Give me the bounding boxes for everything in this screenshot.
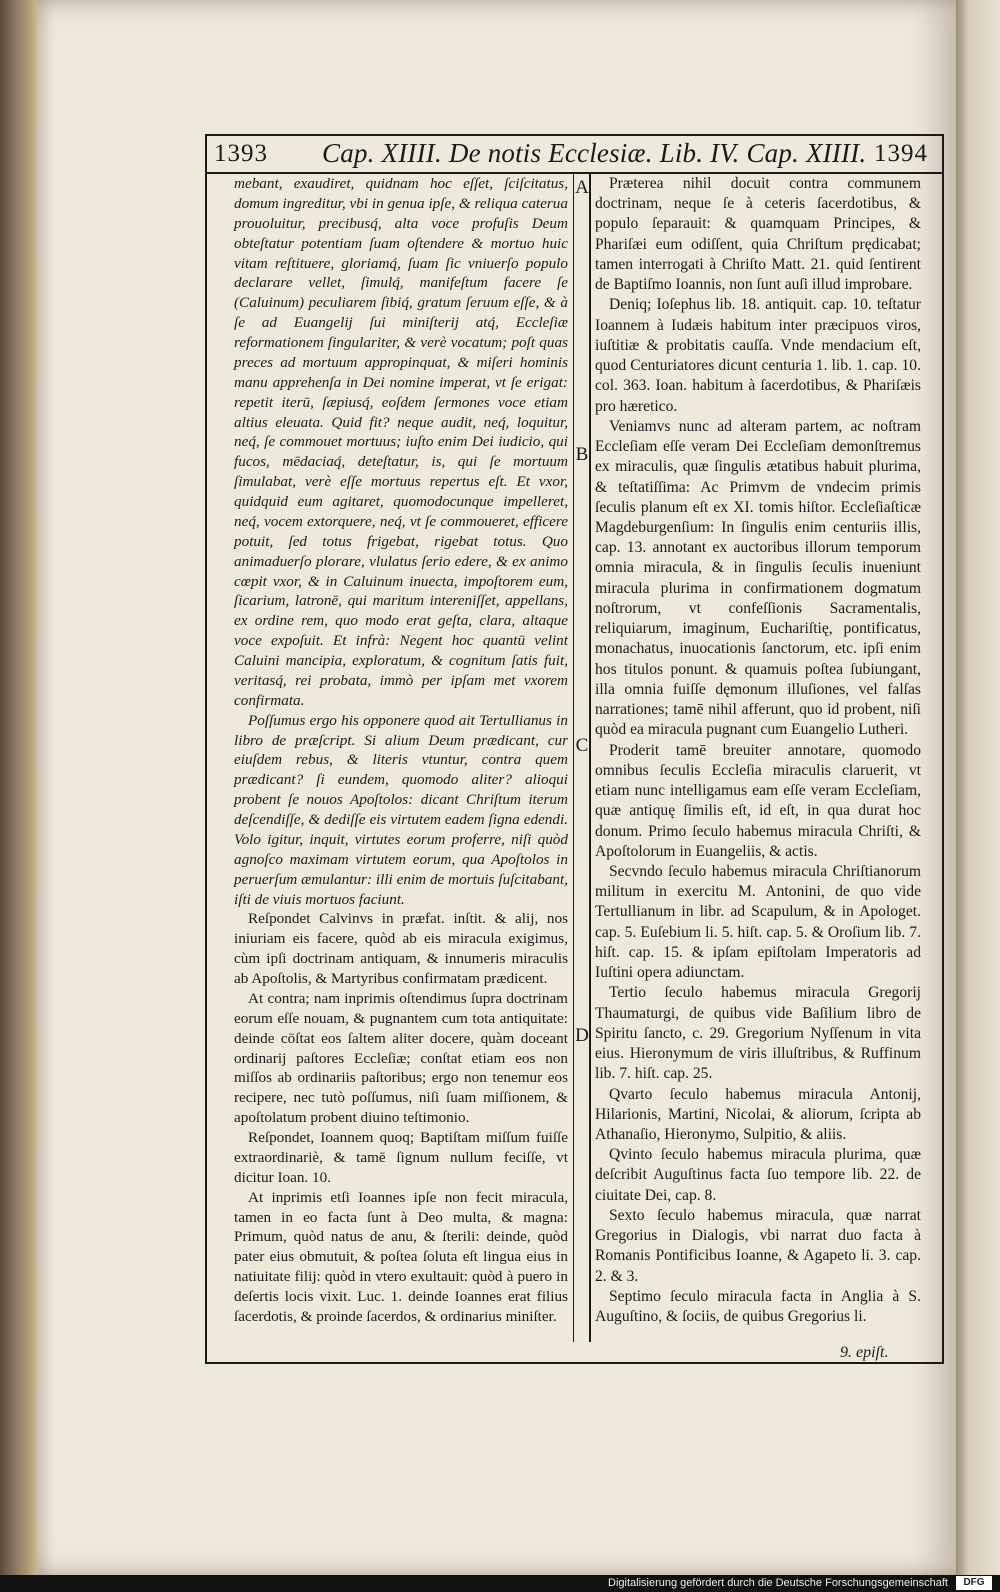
right-column [595, 174, 921, 1327]
section-marker-c: C [575, 735, 589, 756]
paragraph-right-8: Qvinto ſeculo habemus miracula plurima, quæ deſcribit Auguſtinus facta ſuo tempore lib. 22. de ciuitate Dei, cap. 8. [595, 1146, 921, 1204]
paragraph-right-9: Sexto ſeculo habemus miracula, quæ narrat Gregorius in Dialogis, vbi narrat duo facta à Romanis Pontificibus Ioanne, & Agapeto li. 3. cap. 2. & 3. [595, 1206, 921, 1285]
paragraph-right-4: Proderit tamē breuiter annotare, quomodo omnibus ſeculis Eccleſia miraculis claruerit, vt etiam nunc intelligamus eam eſſe veram Eccleſiam, quæ antiquę ſimilis eſt, id eſt, in qua durat hoc donum. Primo ſeculo habemus miracula Chriſti, & Apoſtolorum in Euangeliis, & actis. [595, 741, 921, 860]
section-marker-d: D [575, 1025, 589, 1046]
left-column [234, 174, 568, 1327]
paragraph-right-10: Septimo ſeculo miracula facta in Anglia à S. Auguſtino, & ſociis, de quibus Gregorius li. [595, 1287, 921, 1326]
book-edge [0, 0, 36, 1575]
paragraph-right-6: Tertio ſeculo habemus miracula Gregorij Thaumaturgi, de quibus vide Baſilium libro de Spiritu ſancto, c. 29. Gregorium Nyſſenum in vita eius. Hieronymum de viris illuſtribus, & Ruffinum lib. 7. hiſt. cap. 25. [595, 984, 921, 1083]
page-number-right: 1394 [874, 140, 928, 167]
running-title: Cap. XIIII. De notis Ecclesiæ. Lib. IV. Cap. XIIII. [322, 138, 867, 168]
column-divider-left [573, 174, 574, 1342]
footer-credit: Digitalisierung gefördert durch die Deutsche Forschungsgemeinschaft [608, 1577, 948, 1589]
paragraph-left-6: At inprimis etſi Ioannes ipſe non fecit miracula, tamen in eo facta ſunt à Deo multa, & magna: Primum, quòd natus de anu, & ſterili: deinde, quòd pater eius obmutuit, & poſtea ſoluta eſt lingua eius in natiuitate filij: quòd in vtero exultauit: quòd à puero in deſertis locis vixit. Luc. 1. deinde Ioannes erat filius ſacerdotis, & proinde ſacerdos, & ordinarius miniſter. [234, 1188, 568, 1325]
paragraph-right-7: Qvarto ſeculo habemus miracula Antonij, Hilarionis, Martini, Nicolai, & aliorum, ſcripta ab Athanaſio, Hieronymo, Sulpitio, & aliis. [595, 1085, 921, 1144]
paragraph-left-2: Poſſumus ergo his opponere quod ait Tertullianus in libro de præſcript. Si alium Deum prædicant, cur eiuſdem rebus, & literis vtuntur, contra quem prædicant? ſi eundem, quomodo aliter? alioqui probent ſe nouos Apoſtolos: dicant Chriſtum iterum deſcendiſſe, & dediſſe eis virtutem eadem ſigna edendi. Volo igitur, inquit, virtutes eorum proferre, niſi quòd agnoſco maximam virtutem eorum, qua Apoſtolos in peruerſum æmulantur: illi enim de mortuis ſuſcitabant, iſti de viuis mortuos faciunt. [234, 711, 568, 908]
dfg-logo: DFG [956, 1576, 992, 1590]
paragraph-right-5: Secvndo ſeculo habemus miracula Chriſtianorum militum in exercitu M. Antonini, de quo vide Tertullianum in libr. ad Scapulum, & in Apologet. cap. 5. Euſebium li. 5. hiſt. cap. 5. & Oroſium lib. 7. hiſt. cap. 15. & ipſam epiſtolam Imperatoris ad Iuſtini opera adiunctam. [595, 862, 921, 982]
paragraph-left-4: At contra; nam inprimis oſtendimus ſupra doctrinam eorum eſſe nouam, & pugnantem cum tota antiquitate: deinde cōſtat eos ſaltem aliter docere, quàm doceant ordinarij paſtores Eccleſiæ; conſtat etiam eos non miſſos ab ordinariis paſtoribus; ergo non tenemur eos recipere, nec tutò poſſumus, niſi ſuam miſſionem, & apoſtolatum probent diuino teſtimonio. [234, 989, 568, 1127]
paragraph-left-1: mebant, exaudiret, quidnam hoc eſſet, ſciſcitatus, domum ingreditur, vbi in genua ipſe, & reliqua caterua prouoluitur, precibusq́, alta voce profuſis Deum obteſtatur potentiam ſuam oſtendere & mortuo huic vitam reſtituere, gloriamq́, ſuam ſic vniuerſo populo declarare vellet, ſimulq́, manifeſtum facere ſe (Caluinum) peculiarem ſibiq́, gratum ſeruum eſſe, & à ſe ad Euangelij ſui miniſterij atq́, Eccleſiæ reformationem ſingulariter, & verè vocatum; poſt quas preces ad mortuum appropinquat, & miſeri hominis manu apprehenſa in Dei nomine imperat, vt ſe erigat: repetit iterū, ſæpiusq́, eoſdem ſermones voce etiam altius eleuata. Quid fit? neque audit, neq́, loquitur, neq́, ſe commouet mortuus; iuſto enim Dei iudicio, qui fucos, mēdaciaq́, deteſtatur, is, qui ſe mortuum ſimulabat, verè eſſe mortuus repertus eſt. Et vxor, quidquid eum agitaret, quomodocunque impelleret, neq́, vocem extorquere, neq́, vt ſe commoueret, efficere potuit, ſed totus frigebat, rigebat totus. Quo animaduerſo plorare, vlulatus ſerio edere, & ex animo cœpit vxor, & in Caluinum inuecta, impoſtorem eum, ſicarium, latronē, qui maritum intereniſſet, appellans, ex ordine rem, quo modo erat geſta, clara, altaque voce expoſuit. Et infrà: Negent hoc quantū velint Caluini mancipia, exploratum, & cognitum ſatis fuit, veritasq́, rei probata, immò per ipſam met vxorem confirmata. [234, 175, 568, 709]
paragraph-left-5: Reſpondet, Ioannem quoq; Baptiſtam miſſum fuiſſe extraordinariè, & tamē ſignum nullum feciſſe, vt dicitur Ioan. 10. [234, 1129, 568, 1186]
column-divider-right [589, 174, 591, 1342]
digitization-footer [0, 1575, 1000, 1592]
adjacent-page-edge [956, 0, 1000, 1575]
page-header [212, 138, 934, 170]
catchword: 9. epiſt. [840, 1344, 889, 1361]
paragraph-right-2: Deniq; Ioſephus lib. 18. antiquit. cap. 10. teſtatur Ioannem à Iudæis habitum inter præcipuos viros, iuſtitiæ & probitatis cauſſa. Vnde mendacium eſt, quod Centuriatores dicunt centuria 1. lib. 1. cap. 10. col. 363. Ioan. habitum à ſacerdotibus, & Phariſæis pro hæretico. [595, 296, 921, 415]
paragraph-right-1: Præterea nihil docuit contra communem doctrinam, neque ſe à ceteris ſacerdotibus, & populo ſeparauit: & quamquam Principes, & Phariſæi eum odiſſent, quia Chriſtum prędicabat; tamen interrogati à Chriſto Matt. 21. quid ſentirent de Baptiſmo Ioannis, non ſunt auſi illud improbare. [595, 175, 921, 294]
paragraph-left-3: Reſpondet Calvinvs in præfat. inſtit. & alij, nos iniuriam eis facere, quòd ab eis miracula exigimus, cùm ipſi doctrinam antiquam, & innumeris miraculis ab Apoſtolis, & Martyribus confirmatam prædicent. [234, 910, 568, 987]
section-marker-b: B [575, 444, 589, 465]
page-number-left: 1393 [214, 140, 268, 167]
section-marker-a: A [575, 177, 589, 198]
paragraph-right-3: Veniamvs nunc ad alteram partem, ac noſtram Eccleſiam eſſe veram Dei Eccleſiam demonſtremus ex miraculis, quæ ſingulis ætatibus habuit plurima, & teſtatiſſima: Ac Primvm de vndecim primis ſeculis planum eſt ex XI. tomis hiſtor. Eccleſiaſticæ Magdeburgenſium: In ſingulis enim centuriis illis, cap. 13. annotant ex auctoribus illorum temporum omnia miracula, & in ſingulis ſeculis inueniunt miracula plurima in confirmationem dogmatum noſtrorum, vt confeſſionis Sacramentalis, reliquiarum, imaginum, Euchariſtię, pontificatus, monachatus, inuocationis ſanctorum, etc. ipſi enim hos titulos ponunt. & quamuis poſtea ſubiungant, illa omnia fuiſſe dęmonum illuſiones, vel falſas narrationes; tamē nihil afferunt, quo id probent, niſi quòd ea miracula pugnant cum Euangelio Lutheri. [595, 417, 921, 739]
